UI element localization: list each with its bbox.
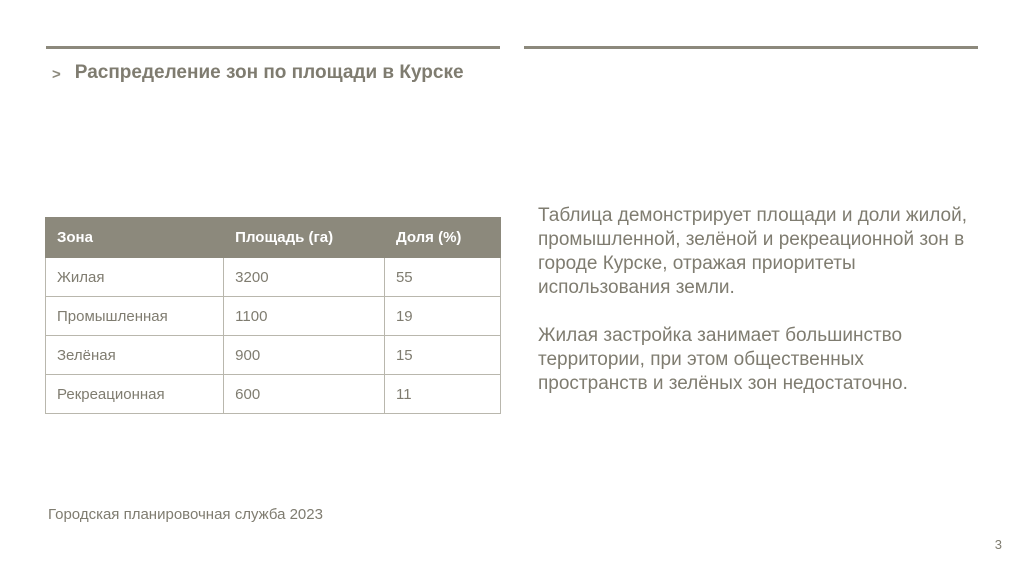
header-zone: Зона <box>46 218 224 258</box>
table-row <box>46 258 501 297</box>
page-number: 3 <box>994 537 1002 552</box>
slide-title: Распределение зон по площади в Курске <box>74 62 464 83</box>
title-row <box>52 62 464 84</box>
table-row <box>46 375 501 414</box>
table-header-row <box>46 218 501 258</box>
cell-zone: Жилая <box>46 258 224 297</box>
cell-share: 15 <box>384 336 500 375</box>
header-share: Доля (%) <box>384 218 500 258</box>
description-paragraph: Жилая застройка занимает большинство территории, при этом общественных пространств и зелёных зон недостаточно. <box>538 325 908 394</box>
chevron-right-icon: > <box>52 66 61 83</box>
zones-table <box>45 217 501 414</box>
cell-zone: Рекреационная <box>46 375 224 414</box>
cell-zone: Промышленная <box>46 297 224 336</box>
header-divider-right <box>524 46 978 49</box>
cell-share: 19 <box>384 297 500 336</box>
cell-zone: Зелёная <box>46 336 224 375</box>
description-paragraph: Таблица демонстрирует площади и доли жилой, промышленной, зелёной и рекреационной зон в городе Курске, отражая приоритеты использования земли. <box>538 205 968 298</box>
table-row <box>46 297 501 336</box>
cell-area: 900 <box>224 336 385 375</box>
header-area: Площадь (га) <box>224 218 385 258</box>
cell-area: 600 <box>224 375 385 414</box>
cell-share: 11 <box>384 375 500 414</box>
cell-area: 3200 <box>224 258 385 297</box>
table-row <box>46 336 501 375</box>
cell-share: 55 <box>384 258 500 297</box>
header-divider-left <box>46 46 500 49</box>
description-block <box>538 204 968 420</box>
footer-source: Городская планировочная служба 2023 <box>48 506 323 523</box>
cell-area: 1100 <box>224 297 385 336</box>
